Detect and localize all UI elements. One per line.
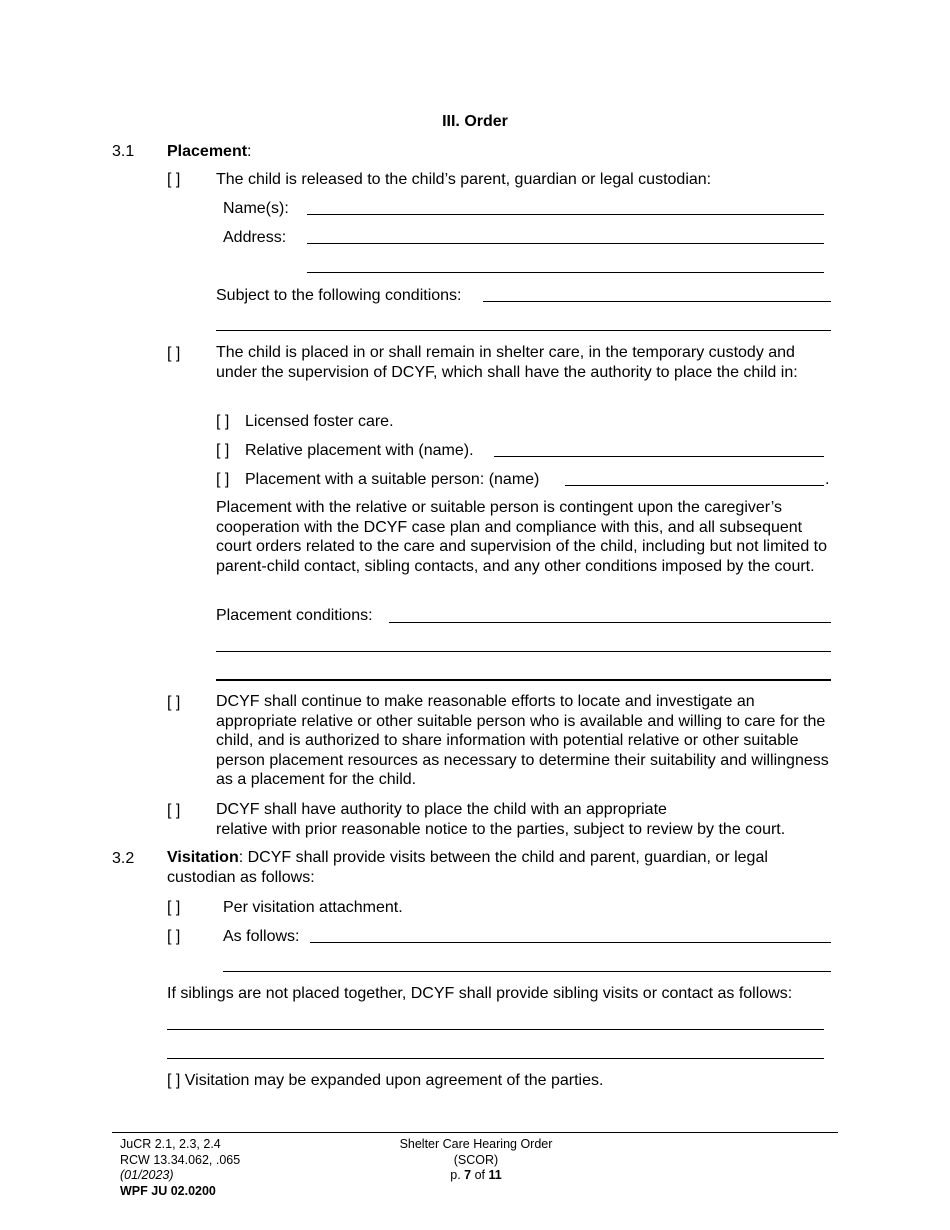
placement-heading-text: Placement — [167, 143, 248, 160]
release-conditions-field-1[interactable] — [483, 301, 831, 302]
visitation-text: : DCYF shall provide visits between the child and parent, guardian, or legal custodian as follows: — [167, 849, 768, 886]
visitation-as-follows-field-1[interactable] — [310, 942, 831, 943]
suitable-person-label: Placement with a suitable person: (name) — [245, 471, 540, 488]
siblings-field-2[interactable] — [167, 1058, 824, 1059]
section-number-3-1: 3.1 — [112, 143, 135, 160]
shelter-text: The child is placed in or shall remain in shelter care, in the temporary custody and under the supervision of DCYF, which shall have the authority to place the child in: — [216, 344, 798, 381]
address-field-line-1[interactable] — [307, 243, 824, 244]
footer-page-number: 7 — [464, 1168, 472, 1182]
shelter-checkbox[interactable]: [ ] — [167, 345, 181, 362]
contingent-paragraph: Placement with the relative or suitable person is contingent upon the caregiver’s cooperation with the DCYF case plan and compliance with this, and all subsequent court orders related to the care and supervision of the child, including but not limited to parent-child contact, sibling contacts, and any other conditions imposed by the court. — [216, 499, 828, 575]
siblings-text: If siblings are not placed together, DCYF shall provide sibling visits or contact as follows: — [167, 985, 793, 1002]
visitation-attachment-label: Per visitation attachment. — [223, 899, 403, 916]
visitation-heading: Visitation — [167, 849, 239, 866]
names-field[interactable] — [307, 214, 824, 215]
footer-page-of: of — [471, 1168, 489, 1182]
visitation-paragraph — [167, 848, 837, 887]
authority-text-line-2: relative with prior reasonable notice to the parties, subject to review by the court. — [216, 821, 786, 838]
placement-conditions-field-3[interactable] — [216, 679, 831, 681]
release-text: The child is released to the child’s parent, guardian or legal custodian: — [216, 171, 712, 188]
section-title: III. Order — [442, 113, 508, 130]
suitable-person-name-field[interactable] — [565, 485, 824, 486]
footer-title: Shelter Care Hearing Order — [399, 1137, 553, 1151]
section-number-3-2: 3.2 — [112, 850, 135, 867]
placement-heading-colon: : — [247, 143, 252, 160]
siblings-field-1[interactable] — [167, 1029, 824, 1030]
relative-placement-label: Relative placement with (name). — [245, 442, 474, 459]
suitable-person-checkbox[interactable]: [ ] — [216, 471, 230, 488]
footer-date: (01/2023) — [120, 1168, 174, 1182]
footer-page-prefix: p. — [450, 1168, 465, 1182]
footer-form-number: WPF JU 02.0200 — [120, 1184, 216, 1198]
footer-abbr: (SCOR) — [453, 1153, 499, 1167]
relative-name-field[interactable] — [494, 456, 824, 457]
authority-checkbox[interactable]: [ ] — [167, 802, 181, 819]
visitation-as-follows-checkbox[interactable]: [ ] — [167, 928, 181, 945]
placement-conditions-label: Placement conditions: — [216, 607, 373, 624]
footer-rcw: RCW 13.34.062, .065 — [120, 1153, 241, 1167]
address-field-line-2[interactable] — [307, 272, 824, 273]
placement-heading — [167, 142, 252, 161]
efforts-text: DCYF shall continue to make reasonable efforts to locate and investigate an appropriate relative or other suitable person who is available and willing to care for the child, and is authorized to share information with potential relative or other suitable person placement resources as necessary to determine their suitability and willingness as a placement for the child. — [216, 693, 829, 789]
footer-page-total: 11 — [488, 1168, 502, 1182]
names-label: Name(s): — [223, 200, 289, 217]
footer-rules: JuCR 2.1, 2.3, 2.4 — [120, 1137, 221, 1151]
release-checkbox[interactable]: [ ] — [167, 171, 181, 188]
foster-care-checkbox[interactable]: [ ] — [216, 413, 230, 430]
placement-conditions-field-2[interactable] — [216, 651, 831, 652]
visitation-as-follows-field-2[interactable] — [223, 971, 831, 972]
authority-text-line-1: DCYF shall have authority to place the child with an appropriate — [216, 801, 667, 818]
placement-conditions-field-1[interactable] — [389, 622, 831, 623]
relative-placement-checkbox[interactable]: [ ] — [216, 442, 230, 459]
efforts-checkbox[interactable]: [ ] — [167, 694, 181, 711]
footer-rule — [112, 1132, 838, 1133]
foster-care-label: Licensed foster care. — [245, 413, 394, 430]
address-label: Address: — [223, 229, 287, 246]
visitation-expanded-option[interactable]: [ ] Visitation may be expanded upon agreement of the parties. — [167, 1072, 604, 1089]
suitable-person-period: . — [825, 471, 830, 488]
release-conditions-field-2[interactable] — [216, 330, 831, 331]
release-conditions-label: Subject to the following conditions: — [216, 287, 462, 304]
footer-page — [366, 1168, 586, 1184]
visitation-as-follows-label: As follows: — [223, 928, 300, 945]
visitation-attachment-checkbox[interactable]: [ ] — [167, 899, 181, 916]
